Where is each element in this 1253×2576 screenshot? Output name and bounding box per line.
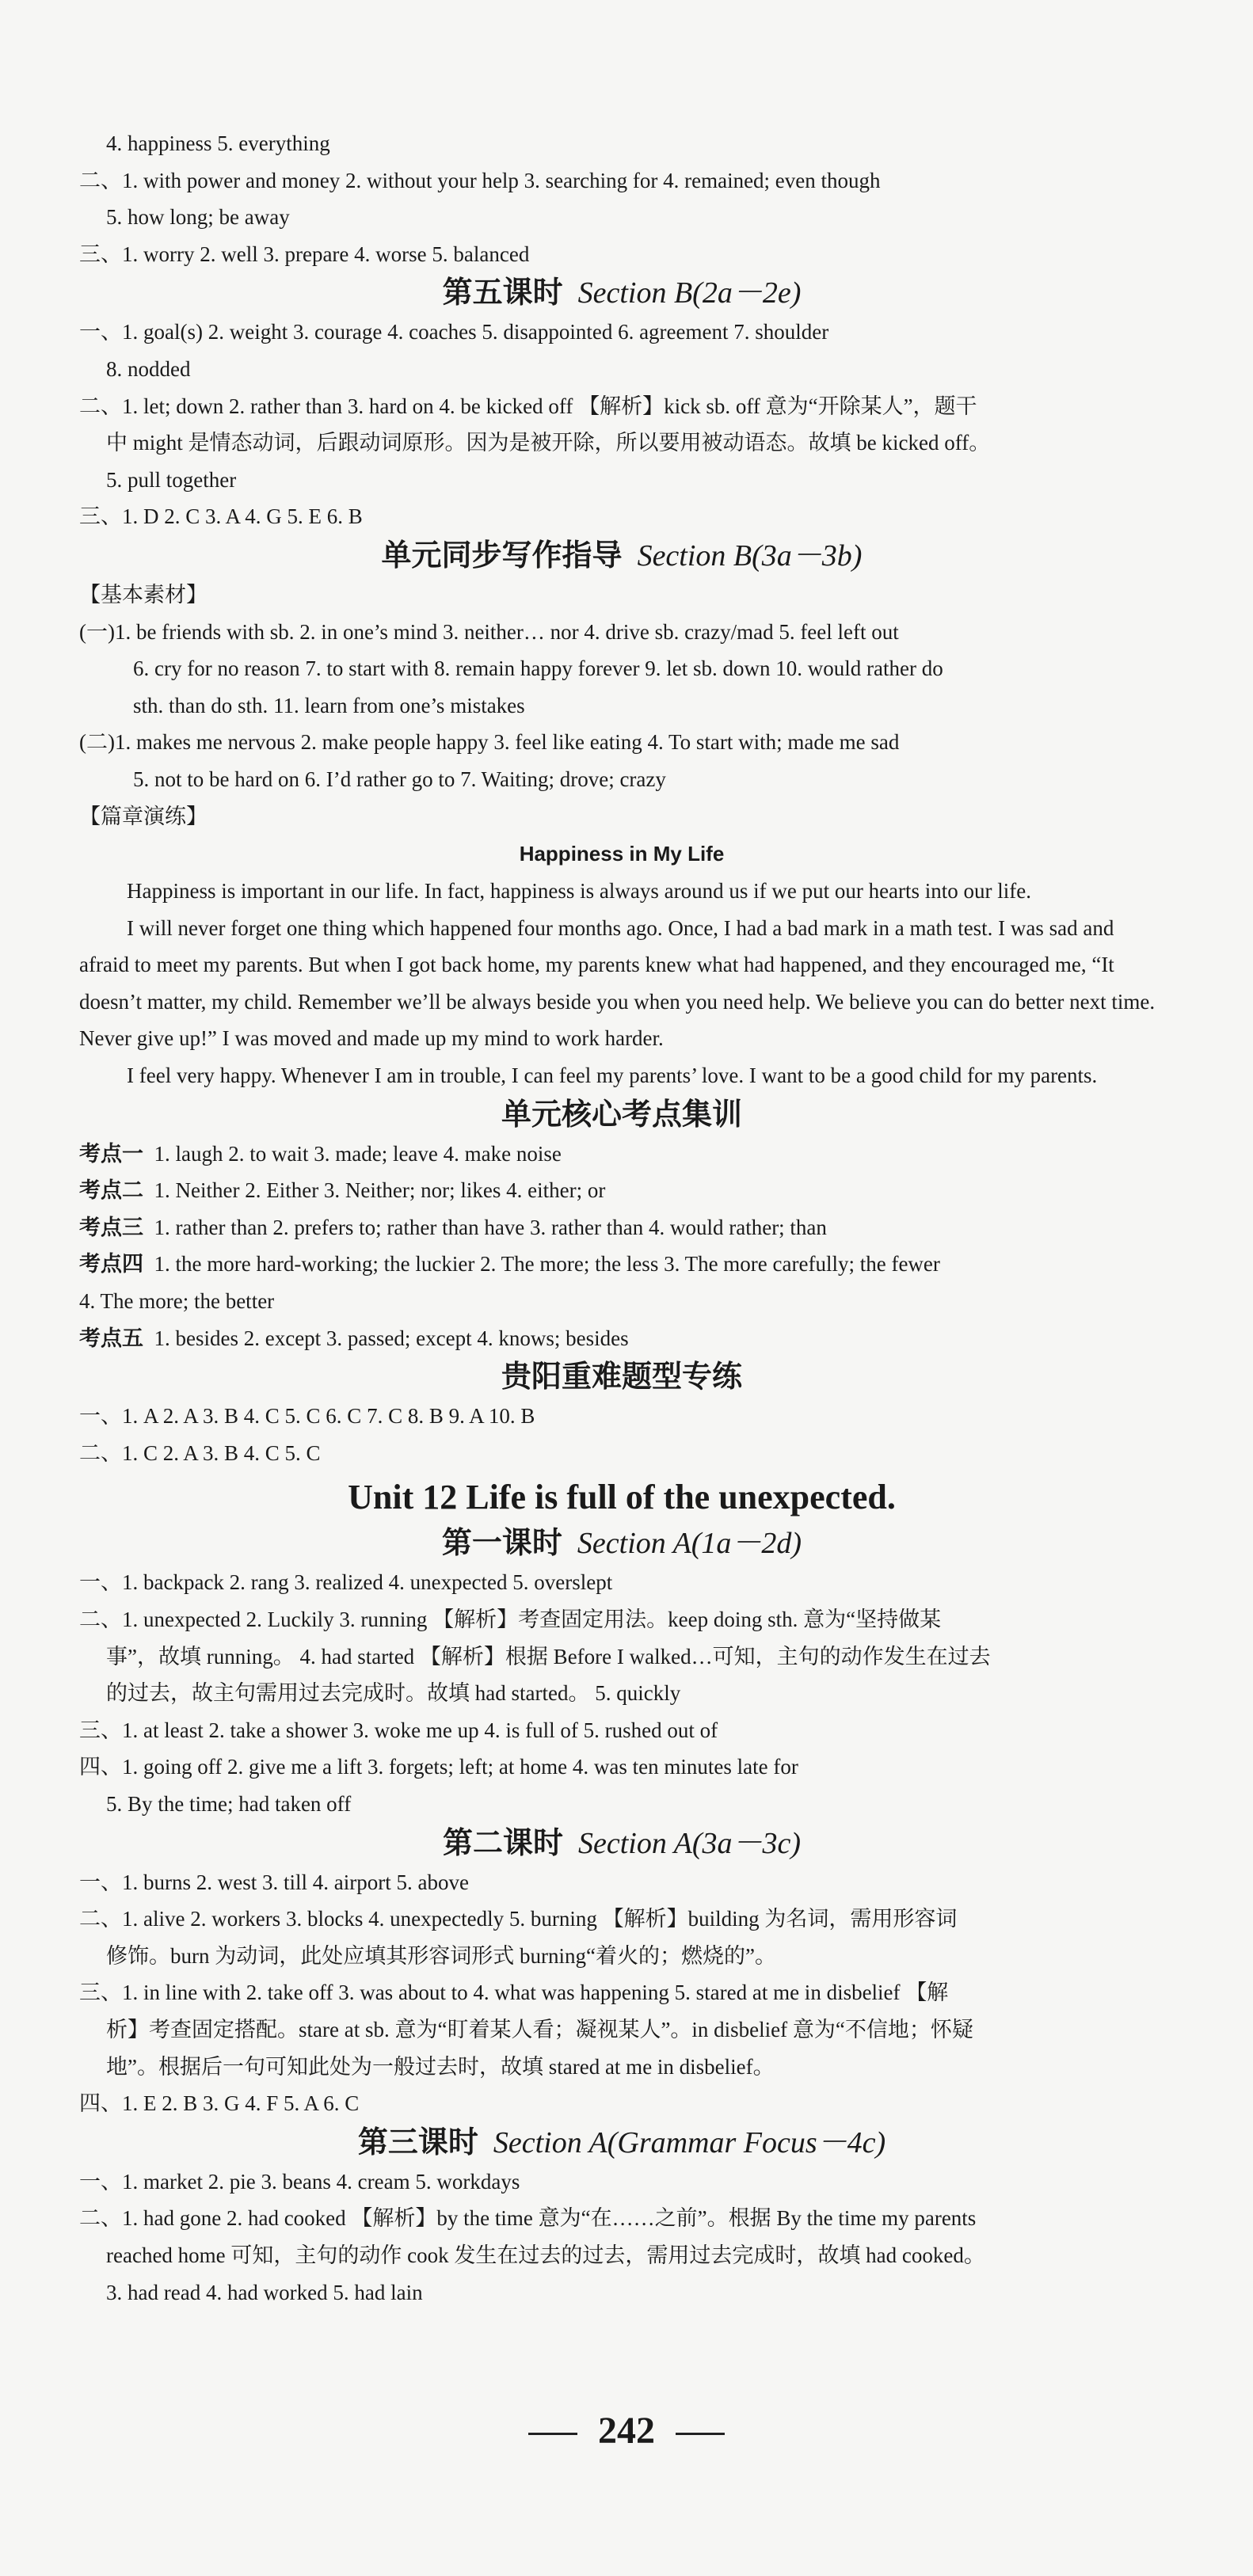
page-number-text: 242 bbox=[598, 2410, 655, 2452]
answer-line: 【篇章演练】 bbox=[79, 804, 208, 828]
answer-line: 中 might 是情态动词，后跟动词原形。因为是被开除，所以要用被动语态。故填 be kicked off。 bbox=[106, 431, 991, 455]
answer-line: 三、1. in line with 2. take off 3. was about to 4. what was happening 5. stared at me in disbelief 【解 bbox=[79, 1981, 949, 2005]
answer-line: 析】考查固定搭配。stare at sb. 意为“盯着某人看；凝视某人”。in disbelief 意为“不信地；怀疑 bbox=[106, 2017, 973, 2041]
page-number bbox=[0, 2407, 1253, 2455]
answer-line: 二、1. with power and money 2. without your help 3. searching for 4. remained; even though bbox=[79, 168, 881, 192]
answer-line: 三、1. D 2. C 3. A 4. G 5. E 6. B bbox=[79, 504, 363, 529]
answer-line: 一、1. market 2. pie 3. beans 4. cream 5. workdays bbox=[79, 2169, 520, 2194]
answer-line: 考点二 1. Neither 2. Either 3. Neither; nor; likes 4. either; or bbox=[79, 1178, 606, 1203]
answer-line: 6. cry for no reason 7. to start with 8. remain happy forever 9. let sb. down 10. would rather do bbox=[133, 656, 943, 681]
answer-line: (一)1. be friends with sb. 2. in one’s mind 3. neither… nor 4. drive sb. crazy/mad 5. feel left out bbox=[79, 619, 899, 644]
heading-title: 第三课时 bbox=[357, 2125, 478, 2159]
answer-line: 四、1. going off 2. give me a lift 3. forgets; left; at home 4. was ten minutes late for bbox=[79, 1755, 798, 1779]
answer-line: 考点五 1. besides 2. except 3. passed; except 4. knows; besides bbox=[79, 1326, 629, 1350]
answer-line: reached home 可知，主句的动作 cook 发生在过去的过去，需用过去完成时，故填 had cooked。 bbox=[106, 2243, 985, 2267]
answer-line: 考点四 1. the more hard-working; the luckier 2. The more; the less 3. The more carefully; the fewer bbox=[79, 1252, 940, 1277]
page-number-left-dash bbox=[528, 2433, 577, 2435]
answer-line: 二、1. alive 2. workers 3. blocks 4. unexpectedly 5. burning 【解析】building 为名词，需用形容词 bbox=[79, 1907, 958, 1931]
heading-title: Unit 12 Life is full of the unexpected. bbox=[348, 1478, 896, 1517]
answer-line: 5. not to be hard on 6. I’d rather go to 7. Waiting; drove; crazy bbox=[133, 767, 666, 791]
answer-line: 一、1. burns 2. west 3. till 4. airport 5. above bbox=[79, 1870, 469, 1894]
answer-line: 5. how long; be away bbox=[106, 205, 290, 230]
passage-paragraph: I will never forget one thing which happened four months ago. Once, I had a bad mark in a math test. I was sad and afraid to meet my parents. But when I got back home, my parents knew what had happened, and they encouraged me, “It doesn’t matter, my child. Remember we’ll be always beside you when you need help. We believe you can do better next time. Never give up!” I was moved and made up my mind to work harder. bbox=[79, 915, 1156, 1051]
heading-title: 第一课时 bbox=[441, 1527, 562, 1561]
answer-line: 一、1. A 2. A 3. B 4. C 5. C 6. C 7. C 8. B 9. A 10. B bbox=[79, 1404, 535, 1429]
heading-section: Section A(3a－3c) bbox=[577, 1826, 802, 1860]
answer-line: 三、1. at least 2. take a shower 3. woke me up 4. is full of 5. rushed out of bbox=[79, 1718, 718, 1742]
answer-line: sth. than do sth. 11. learn from one’s mistakes bbox=[133, 693, 525, 717]
answer-line: 修饰。burn 为动词，此处应填其形容词形式 burning“着火的；燃烧的”。 bbox=[106, 1943, 776, 1968]
answer-line: 3. had read 4. had worked 5. had lain bbox=[106, 2280, 423, 2304]
answer-line: 考点三 1. rather than 2. prefers to; rather than have 3. rather than 4. would rather; than bbox=[79, 1215, 827, 1239]
heading-title: 第二课时 bbox=[442, 1826, 563, 1860]
section-heading bbox=[79, 1824, 1164, 1863]
answer-line: 四、1. E 2. B 3. G 4. F 5. A 6. C bbox=[79, 2091, 360, 2116]
answer-line: 4. happiness 5. everything bbox=[106, 131, 330, 155]
heading-section: Section B(2a－2e) bbox=[577, 276, 802, 310]
passage-paragraph: Happiness is important in our life. In fact, happiness is always around us if we put our hearts into our life. bbox=[127, 879, 1032, 904]
heading-section: Section A(1a－2d) bbox=[577, 1527, 802, 1561]
section-heading bbox=[79, 1357, 1164, 1397]
heading-title: 贵阳重难题型专练 bbox=[501, 1360, 742, 1395]
section-heading bbox=[79, 273, 1164, 313]
section-heading bbox=[79, 536, 1164, 576]
answer-line: 一、1. backpack 2. rang 3. realized 4. unexpected 5. overslept bbox=[79, 1570, 613, 1595]
heading-title: 第五课时 bbox=[442, 276, 563, 310]
answer-line: (二)1. makes me nervous 2. make people happy 3. feel like eating 4. To start with; made me sad bbox=[79, 730, 900, 755]
answer-line: 三、1. worry 2. well 3. prepare 4. worse 5. balanced bbox=[79, 242, 530, 266]
heading-title: 单元核心考点集训 bbox=[501, 1098, 742, 1132]
answer-line: 考点一 1. laugh 2. to wait 3. made; leave 4. make noise bbox=[79, 1141, 562, 1166]
answer-line: 地”。根据后一句可知此处为一般过去时，故填 stared at me in disbelief。 bbox=[106, 2054, 775, 2079]
heading-title: 单元同步写作指导 bbox=[381, 538, 623, 573]
page-number-right-dash bbox=[676, 2433, 725, 2435]
section-heading bbox=[79, 1524, 1164, 1563]
answer-line: 二、1. had gone 2. had cooked 【解析】by the time 意为“在……之前”。根据 By the time my parents bbox=[79, 2206, 977, 2231]
answer-line: 一、1. goal(s) 2. weight 3. courage 4. coaches 5. disappointed 6. agreement 7. shoulder bbox=[79, 320, 829, 344]
section-heading bbox=[79, 1095, 1164, 1135]
passage-title: Happiness in My Life bbox=[519, 842, 725, 866]
section-heading bbox=[79, 2123, 1164, 2163]
answer-line: 8. nodded bbox=[106, 356, 191, 381]
answer-line: 的过去，故主句需用过去完成时。故填 had started。 5. quickly bbox=[106, 1681, 681, 1706]
answer-line: 二、1. let; down 2. rather than 3. hard on 4. be kicked off 【解析】kick sb. off 意为“开除某人”，题干 bbox=[79, 394, 977, 418]
passage-paragraph: I feel very happy. Whenever I am in trouble, I can feel my parents’ love. I want to be a good child for my parents. bbox=[127, 1064, 1098, 1088]
unit-title bbox=[79, 1474, 1164, 1520]
heading-section: Section B(3a－3b) bbox=[637, 538, 863, 573]
answer-line: 4. The more; the better bbox=[79, 1289, 275, 1314]
answer-content bbox=[79, 125, 1164, 2311]
answer-line: 5. pull together bbox=[106, 467, 237, 492]
answer-line: 5. By the time; had taken off bbox=[106, 1791, 352, 1816]
answer-line: 事”，故填 running。 4. had started 【解析】根据 Before I walked…可知，主句的动作发生在过去 bbox=[106, 1644, 991, 1669]
answer-line: 二、1. C 2. A 3. B 4. C 5. C bbox=[79, 1440, 321, 1465]
answer-line: 二、1. unexpected 2. Luckily 3. running 【解析】考查固定用法。keep doing sth. 意为“坚持做某 bbox=[79, 1608, 942, 1631]
answer-line: 【基本素材】 bbox=[79, 582, 208, 607]
heading-section: Section A(Grammar Focus－4c) bbox=[493, 2125, 886, 2159]
